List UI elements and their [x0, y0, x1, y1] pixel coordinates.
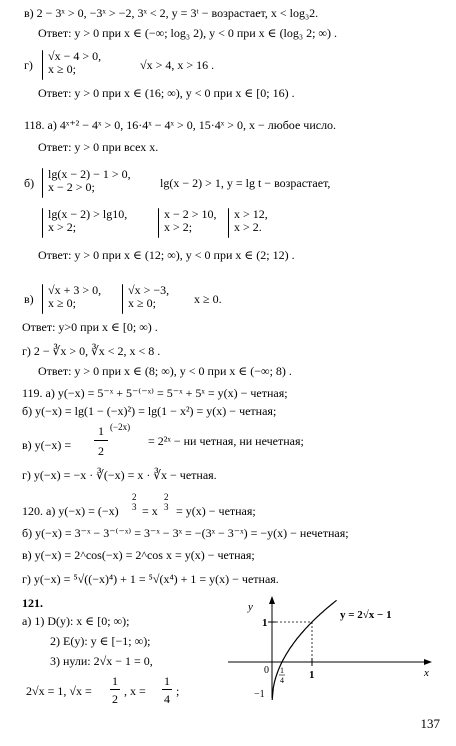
answer-b: Ответ: y > 0 при x ∈ (12; ∞), y < 0 при x ∈ (2; 12) . — [38, 248, 295, 262]
answer-g2: Ответ: y > 0 при x ∈ (8; ∞), y < 0 при x ∈ (−∞; 8) . — [38, 364, 292, 378]
system-row: x ≥ 0; — [48, 62, 76, 76]
problem-120a: 120. а) y(−x) = (−x) — [22, 504, 119, 518]
system-row: x > 2; — [48, 220, 77, 234]
problem-121: 121. — [22, 596, 43, 610]
label-b: б) — [24, 176, 35, 190]
problem-119a: 119. а) y(−x) = 5⁻ˣ + 5⁻⁽⁻ˣ⁾ = 5⁻ˣ + 5ˣ = y(x) − четная; — [22, 386, 288, 400]
label-g: г) — [24, 58, 33, 72]
line-121-1: а) 1) D(y): x ∈ [0; ∞); — [22, 614, 130, 628]
exponent-den: 3 — [132, 502, 137, 512]
system-row: √x + 3 > 0, — [48, 283, 102, 297]
fraction-exponent: (−2x) — [110, 422, 131, 432]
line-121-2: 2) E(y): y ∈ [−1; ∞); — [50, 634, 151, 648]
system-brace — [228, 208, 229, 238]
system-b2 — [48, 208, 127, 234]
fraction-den: 2 — [112, 692, 118, 706]
system-brace — [42, 168, 43, 198]
function-graph — [228, 596, 450, 700]
fraction-bar — [162, 689, 172, 690]
problem-119v-rest: = 2²ˣ − ни четная, ни нечетная; — [148, 434, 304, 448]
system-row: √x − 4 > 0, — [48, 49, 102, 63]
system-b3 — [164, 208, 217, 234]
quarter-den: 4 — [280, 676, 284, 685]
function-label: y = 2√x − 1 — [340, 609, 392, 621]
quarter-num: 1 — [280, 666, 284, 675]
answer-g: Ответ: y > 0 при x ∈ (16; ∞), y < 0 при x ∈ [0; 16) . — [38, 86, 295, 100]
line-v2-solution: x ≥ 0. — [194, 292, 222, 306]
fraction-bar — [94, 440, 108, 441]
y-axis-label: y — [248, 601, 253, 613]
system-brace — [42, 208, 43, 238]
fraction-num: 1 — [164, 674, 170, 688]
system-row: x − 2 > 10, — [164, 207, 217, 221]
problem-119g: г) y(−x) = −x · ∛(−x) = x · ∛x − четная. — [22, 468, 217, 482]
line-121-4-end: ; — [176, 684, 180, 698]
system-row: x > 12, — [234, 207, 268, 221]
problem-120a-rest: = y(x) − четная; — [176, 504, 256, 518]
system-row: x > 2; — [164, 220, 193, 234]
fraction-num: 1 — [112, 674, 118, 688]
system-row: x > 2. — [234, 220, 262, 234]
line-g2: г) 2 − ∛x > 0, ∛x < 2, x < 8 . — [22, 344, 161, 358]
label-v2: в) — [24, 292, 34, 306]
ym1-label: −1 — [254, 689, 265, 700]
system-row: lg(x − 2) > lg10, — [48, 207, 128, 221]
system-row: √x > −3, — [128, 283, 170, 297]
system-brace — [42, 50, 43, 80]
exponent-num: 2 — [132, 492, 137, 502]
line-v: в) 2 − 3ˣ > 0, −3ˣ > −2, 3ˣ < 2, y = 3ᵗ − возрастает, x < log₃2. — [24, 6, 319, 20]
system-brace — [158, 208, 159, 238]
line-121-3: 3) нули: 2√x − 1 = 0, — [50, 654, 153, 668]
answer-118a: Ответ: y > 0 при всех x. — [38, 140, 159, 154]
system-v2b — [128, 284, 169, 310]
problem-119b: б) y(−x) = lg(1 − (−x)²) = lg(1 − x²) = y(x) − четная; — [22, 404, 277, 418]
fraction-den: 4 — [164, 692, 170, 706]
fraction-den: 2 — [98, 444, 104, 458]
exponent-den: 3 — [164, 502, 169, 512]
problem-119v: в) y(−x) = — [22, 438, 72, 452]
exponent-num: 2 — [164, 492, 169, 502]
system-b4 — [234, 208, 268, 234]
system-row: x ≥ 0; — [48, 296, 76, 310]
system-brace — [122, 284, 123, 314]
problem-120b: б) y(−x) = 3⁻ˣ − 3⁻⁽⁻ˣ⁾ = 3⁻ˣ − 3ˣ = −(3ˣ − 3⁻ˣ) = −y(x) − нечетная; — [22, 526, 349, 540]
x-tick-label: 1 — [309, 669, 315, 681]
line-121-4: 2√x = 1, √x = — [26, 684, 92, 698]
system-row: lg(x − 2) − 1 > 0, — [48, 167, 131, 181]
problem-120g: г) y(−x) = ⁵√((−x)⁴) + 1 = ⁵√(x⁴) + 1 = y(x) − четная. — [22, 572, 279, 586]
page-number: 137 — [420, 716, 440, 731]
fraction-num: 1 — [98, 424, 104, 438]
system-brace — [42, 284, 43, 314]
x-axis-label: x — [424, 667, 429, 679]
system-v2a — [48, 284, 101, 310]
system-row: x − 2 > 0; — [48, 180, 95, 194]
line-121-4-mid: , x = — [124, 684, 146, 698]
system-g — [48, 50, 101, 76]
problem-120a-mid: = x — [142, 504, 158, 518]
line-b-solution: lg(x − 2) > 1, y = lg t − возрастает, — [160, 176, 331, 190]
problem-120v: в) y(−x) = 2^cos(−x) = 2^cos x = y(x) − четная; — [22, 548, 255, 562]
curve — [272, 600, 337, 700]
y-tick-label: 1 — [262, 617, 268, 629]
system-b — [48, 168, 131, 194]
origin-label: 0 — [264, 665, 269, 676]
answer-v: Ответ: y > 0 при x ∈ (−∞; log₃ 2), y < 0 при x ∈ (log₃ 2; ∞) . — [38, 26, 337, 40]
answer-v2: Ответ: y>0 при x ∈ [0; ∞) . — [22, 320, 158, 334]
fraction-bar — [110, 689, 120, 690]
x-axis-arrow — [424, 659, 432, 665]
problem-118a: 118. а) 4ˣ⁺² − 4ˣ > 0, 16·4ˣ − 4ˣ > 0, 15·4ˣ > 0, x − любое число. — [24, 118, 337, 132]
y-axis-arrow — [269, 596, 275, 604]
system-row: x ≥ 0; — [128, 296, 156, 310]
line-g-solution: √x > 4, x > 16 . — [140, 58, 215, 72]
